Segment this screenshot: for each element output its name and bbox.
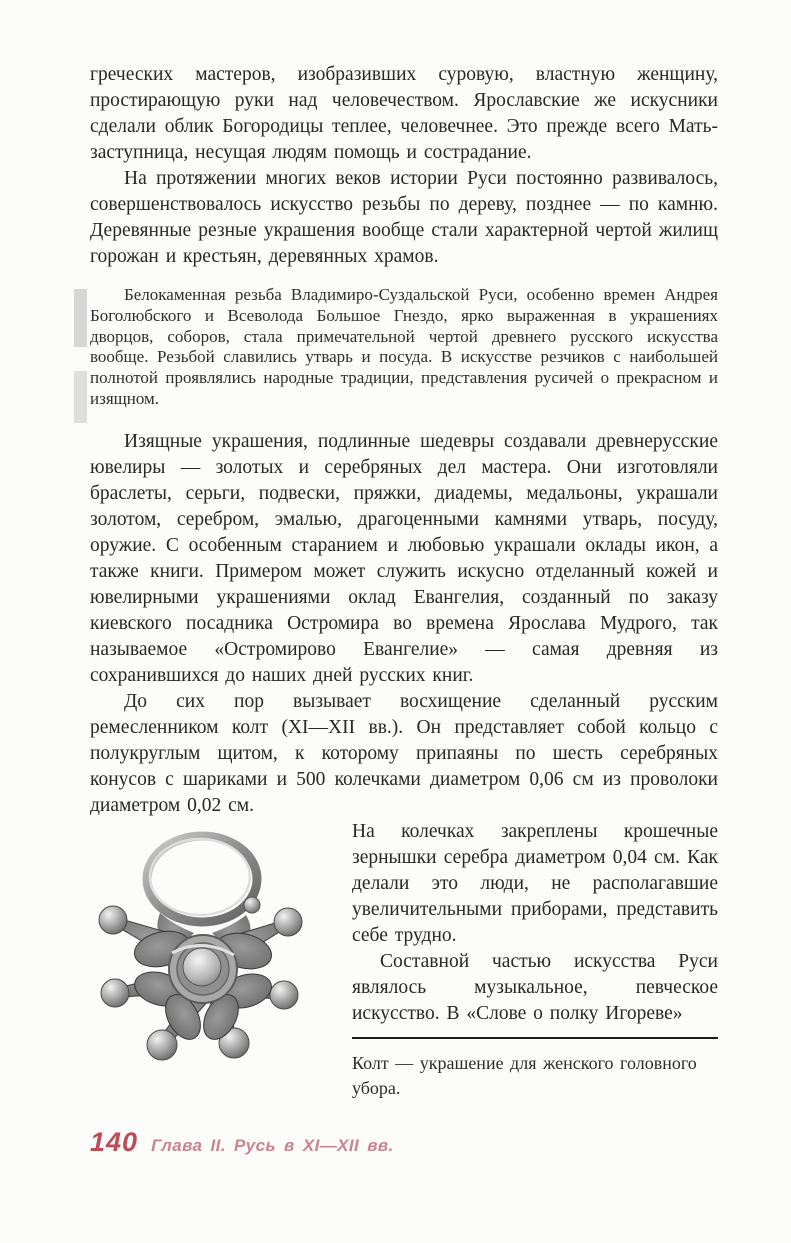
paragraph-4: Изящные украшения, подлинные шедевры создавали древнерусские ювелиры — золотых и серебряных дел мастера. Они изготовляли браслеты, серьги, подвески, пряжки, диадемы, медальоны, украшали золотом, серебром, эмалью, драгоценными камнями утварь, посуду, оружие. С особенным старанием и любовью украшали оклады икон, а также книги. Примером может служить искусно отделанный кожей и ювелирными украшениями оклад Евангелия, созданный по заказу киевского посадника Остромира во времена Ярослава Мудрого, так называемое «Остромирово Евангелие» — самая древняя из сохранившихся до наших дней русских книг. (90, 430, 718, 686)
chapter-title: Глава II. Русь в XI—XII вв. (151, 1135, 394, 1155)
inset-margin-mark (74, 289, 87, 347)
paragraph-5: До сих пор вызывает восхищение сделанный русским ремесленником колт (XI—XII вв.). Он представляет собой кольцо с полукруглым щитом, к которому припаяны по шесть серебряных конусов с шариками и 500 колечками диаметром 0,06 см из проволоки диаметром 0,02 см. (90, 690, 718, 816)
page-content (90, 62, 718, 1158)
inset-margin-mark (74, 371, 87, 423)
figure-caption: Колт — украшение для женского головного убора. (352, 1052, 697, 1098)
paragraph-6: Составной частью искусства Руси являлось музыкальное, певческое искусство. В «Слове о полку Игореве» (352, 950, 718, 1024)
inset-paragraph: Белокаменная резьба Владимиро-Суздальской Руси, особенно времен Андрея Боголюбского и Всеволода Большое Гнездо, ярко выраженная в украшениях дворцов, соборов, стала примечательной чертой древнего русского искусства вообще. Резьбой славились утварь и посуда. В искусстве резчиков с наибольшей полнотой проявлялись народные традиции, представления русичей о прекрасном и изящном. (90, 285, 718, 408)
paragraph-2: На протяжении многих веков истории Руси постоянно развивалось, совершенствовалось искусство резьбы по дереву, позднее — по камню. Деревянные резные украшения вообще стали характерной чертой жилищ горожан и крестьян, деревянных храмов. (90, 168, 718, 267)
figure-caption-block (352, 1037, 718, 1101)
paragraph-1: греческих мастеров, изобразивших суровую, властную женщину, простирающую руки над человечеством. Ярославские же искусники сделали облик Богородицы теплее, человечнее. Это прежде всего Мать-заступница, несущая людям помощь и сострадание. (90, 64, 718, 163)
figure-and-wrapped-text (90, 819, 718, 1101)
page-number: 140 (90, 1126, 139, 1157)
paragraph-5-continued: На колечках закреплены крошечные зернышки серебра диаметром 0,04 см. Как делали это люди, не располагавшие увеличительными приборами, представить себе трудно. (352, 820, 718, 946)
page-footer (90, 1127, 718, 1158)
kolt-jewelry-drawing (90, 821, 328, 1067)
kolt-figure-image (90, 821, 328, 1067)
inset-passage (90, 285, 718, 410)
